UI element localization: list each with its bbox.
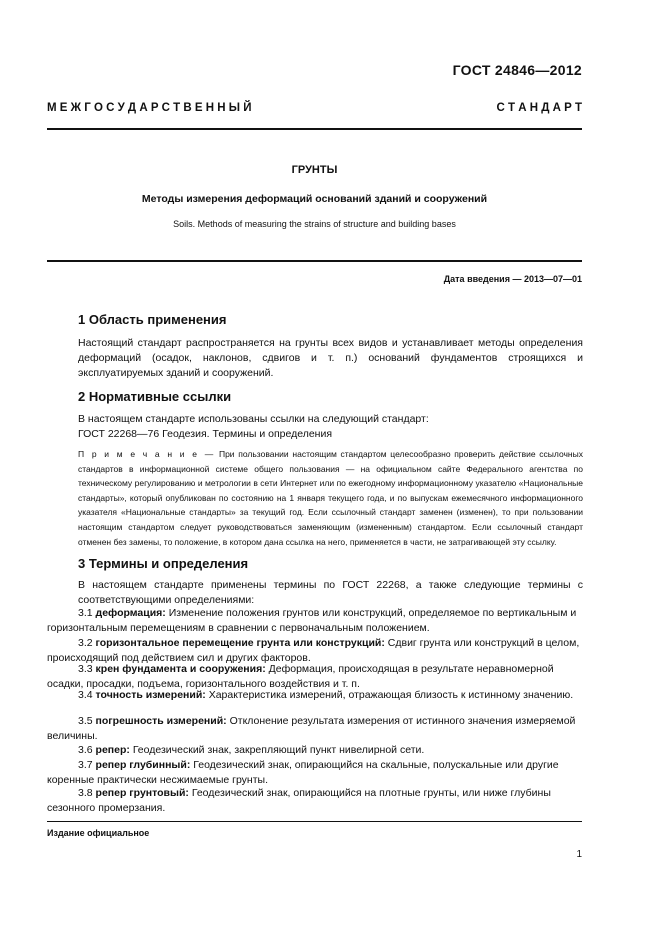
footer-divider xyxy=(47,821,582,822)
term-definition: Геодезический знак, закрепляющий пункт нивелирной сети. xyxy=(132,744,425,756)
term-definition: Отклонение результата измерения от истинного значения измеряемой величины. xyxy=(47,715,576,742)
term-name: точность измерений: xyxy=(95,689,206,701)
term-3-3 xyxy=(47,662,582,691)
page-number: 1 xyxy=(576,849,582,860)
interstate-standard-banner xyxy=(47,102,582,114)
section-1-body: Настоящий стандарт распространяется на грунты всех видов и устанавливает методы определения деформаций (осадок, наклонов, сдвигов и т. п.) оснований фундаментов строящихся и эксплуатируемых зданий и сооружений. xyxy=(78,337,583,379)
header-divider xyxy=(47,128,582,130)
term-number: 3.2 xyxy=(78,637,93,649)
term-name: репер глубинный: xyxy=(95,759,191,771)
section-2-intro: В настоящем стандарте использованы ссылки на следующий стандарт: xyxy=(78,413,429,425)
term-name: репер: xyxy=(95,744,130,756)
term-number: 3.4 xyxy=(78,689,93,701)
section-2-heading: 2 Нормативные ссылки xyxy=(78,389,232,404)
term-3-4 xyxy=(47,688,582,703)
standard-code: ГОСТ 24846—2012 xyxy=(452,62,582,78)
term-number: 3.6 xyxy=(78,744,93,756)
document-title: ГРУНТЫ xyxy=(291,164,338,176)
term-definition: Геодезический знак, опирающийся на скальные, полускальные или другие коренные практически несжимаемые грунты. xyxy=(47,759,559,786)
term-3-2 xyxy=(47,636,582,665)
document-title-english: Soils. Methods of measuring the strains of structure and building bases xyxy=(173,219,456,229)
term-definition: Деформация, происходящая в результате неравномерной осадки, просадки, подъема, горизонтального воздействия и т. п. xyxy=(47,663,554,690)
section-2-reference: ГОСТ 22268—76 Геодезия. Термины и определения xyxy=(78,428,333,440)
document-subtitle: Методы измерения деформаций оснований зданий и сооружений xyxy=(141,193,488,205)
note-text: При пользовании настоящим стандартом целесообразно проверить действие ссылочных стандартов в информационной системе общего пользования — на официальном сайте Федерального агентства по техническому регулированию и метрологии в сети Интернет или по ежегодному информационному указателю «Национальные стандарты», который опубликован по состоянию на 1 января текущего года, и по выпускам ежемесячного информационного указателя «Национальные стандарты» за текущий год. Если ссылочный стандарт заменен (изменен), то при пользовании настоящим стандартом следует руководствоваться заменяющим (измененным) стандартом. Если ссылочный стандарт отменен без замены, то положение, в котором дана ссылка на него, применяется в части, не затрагивающей эту ссылку. xyxy=(78,449,583,547)
banner-word-interstate: М Е Ж Г О С У Д А Р С Т В Е Н Н Ы Й xyxy=(47,102,252,114)
term-3-1 xyxy=(47,606,582,635)
term-definition: Сдвиг грунта или конструкций в целом, происходящий под действием сил и других факторов. xyxy=(47,637,580,664)
term-number: 3.8 xyxy=(78,787,93,799)
term-name: погрешность измерений: xyxy=(95,715,227,727)
term-3-5 xyxy=(47,714,582,743)
note-label: П р и м е ч а н и е — xyxy=(78,449,216,459)
term-number: 3.1 xyxy=(78,607,93,619)
section-1-heading: 1 Область применения xyxy=(78,312,227,327)
term-name: горизонтальное перемещение грунта или конструкций: xyxy=(95,637,385,649)
term-number: 3.3 xyxy=(78,663,93,675)
term-definition: Характеристика измерений, отражающая близость к истинному значению. xyxy=(208,689,574,701)
term-number: 3.7 xyxy=(78,759,93,771)
term-number: 3.5 xyxy=(78,715,93,727)
term-3-6 xyxy=(47,743,582,758)
official-edition-label: Издание официальное xyxy=(47,828,150,838)
term-definition: Геодезический знак, опирающийся на плотные грунты, или ниже глубины сезонного промерзания. xyxy=(47,787,551,814)
section-3-intro: В настоящем стандарте применены термины по ГОСТ 22268, а также следующие термины с соответствующими определениями: xyxy=(78,579,583,606)
term-name: крен фундамента и сооружения: xyxy=(95,663,266,675)
term-definition: Изменение положения грунтов или конструкций, определяемое по вертикальным и горизонтальным перемещениям в сравнении с первоначальным положением. xyxy=(47,607,577,634)
banner-word-standard: С Т А Н Д А Р Т xyxy=(496,102,582,114)
term-name: деформация: xyxy=(95,607,166,619)
term-3-8 xyxy=(47,786,582,815)
term-name: репер грунтовый: xyxy=(95,787,189,799)
term-3-7 xyxy=(47,758,582,787)
introduction-date: Дата введения — 2013—07—01 xyxy=(443,274,582,284)
title-divider xyxy=(47,260,582,262)
section-3-heading: 3 Термины и определения xyxy=(78,556,249,571)
normative-note xyxy=(78,447,583,549)
